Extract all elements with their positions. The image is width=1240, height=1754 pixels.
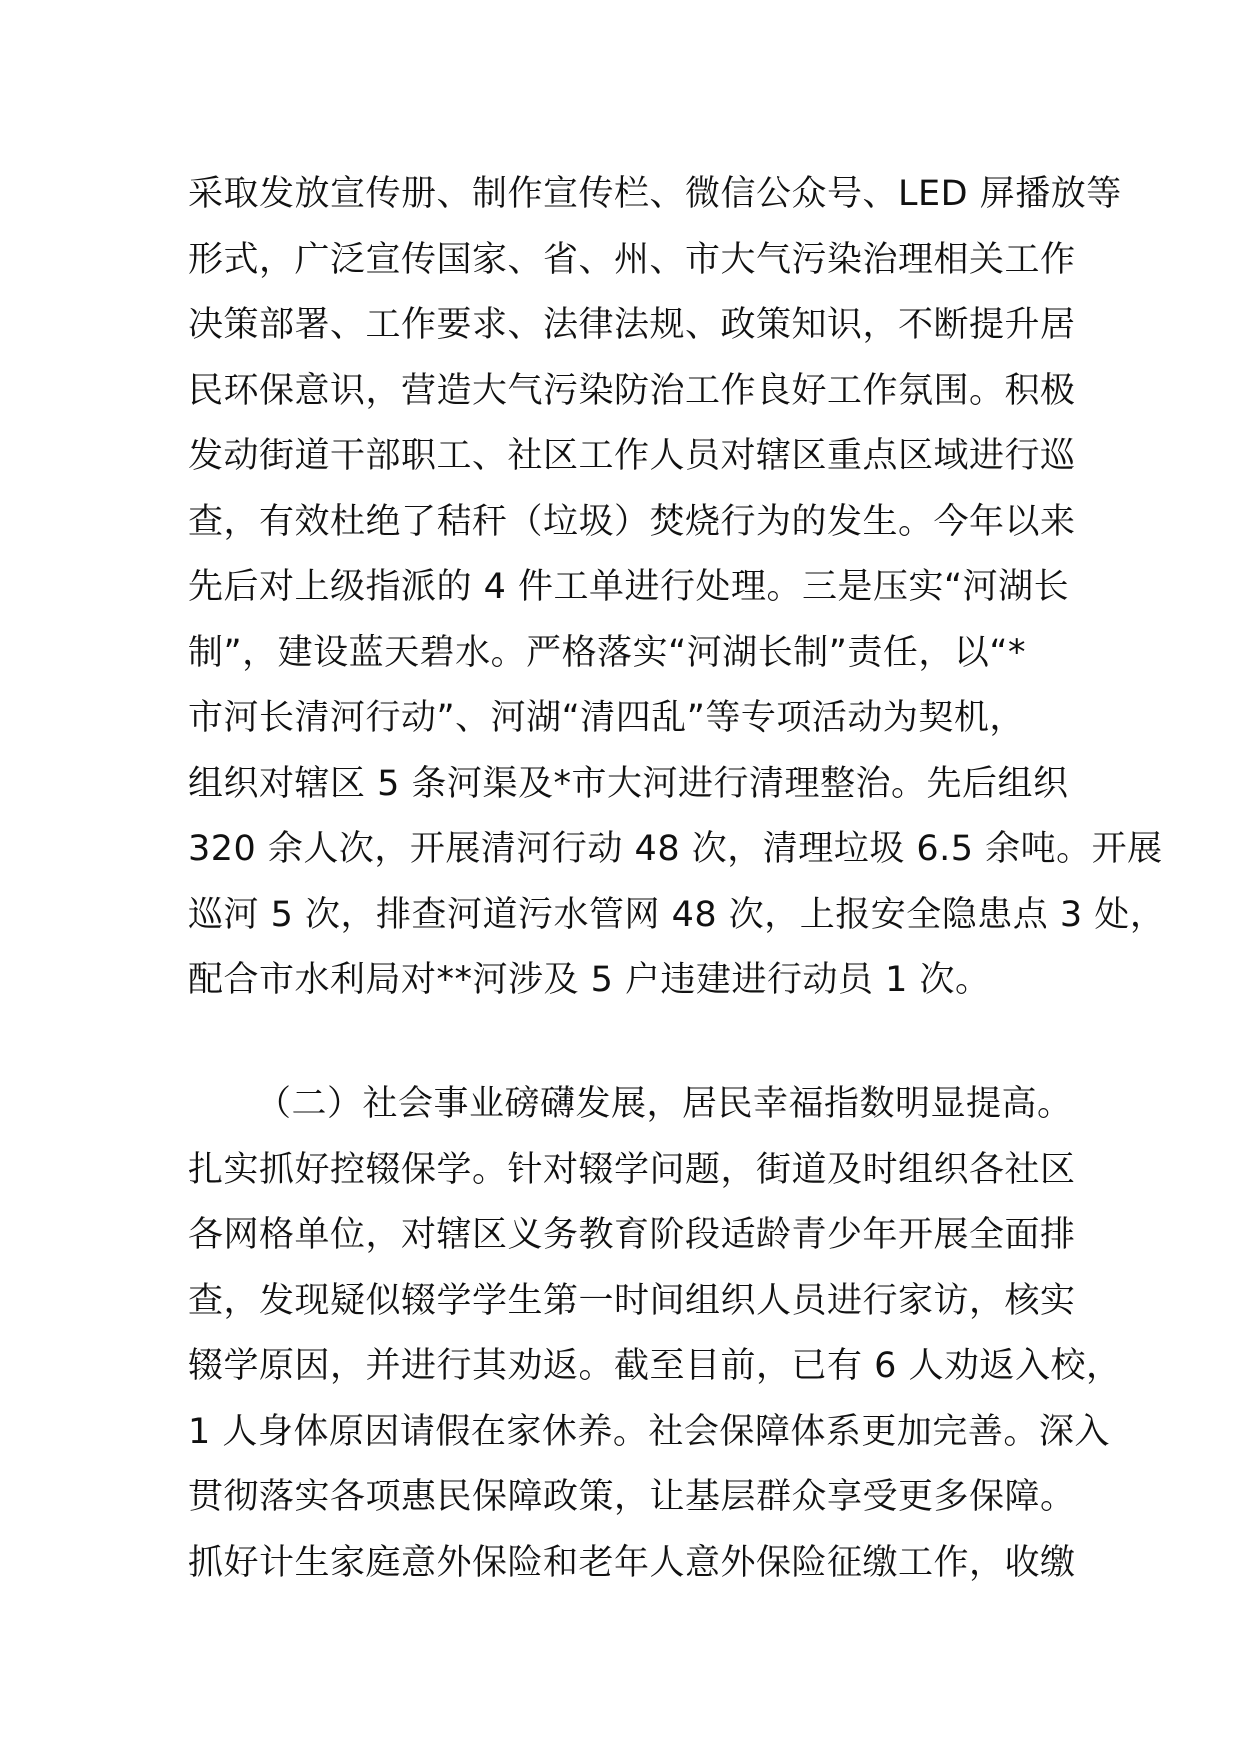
text-line: 配合市水利局对**河涉及 5 户违建进行动员 1 次。	[188, 960, 991, 1000]
text-line: 制”，建设蓝天碧水。严格落实“河湖长制”责任，以“*	[188, 632, 1027, 673]
text-line: 市河长清河行动”、河湖“清四乱”等专项活动为契机，	[188, 698, 1025, 738]
paragraph-1	[188, 162, 1166, 1014]
text-line: 决策部署、工作要求、法律法规、政策知识，不断提升居	[188, 305, 1076, 345]
text-line: 抓好计生家庭意外保险和老年人意外保险征缴工作，收缴	[188, 1542, 1076, 1583]
text-line: 贯彻落实各项惠民保障政策，让基层群众享受更多保障。	[188, 1477, 1076, 1517]
text-line: 巡河 5 次，排查河道污水管网 48 次，上报安全隐患点 3 处，	[188, 894, 1166, 935]
text-line: 320 余人次，开展清河行动 48 次，清理垃圾 6.5 余吨。开展	[188, 829, 1163, 869]
text-line: 1 人身体原因请假在家休养。社会保障体系更加完善。深入	[188, 1411, 1110, 1452]
paragraph-2	[188, 1072, 1122, 1596]
text-line: 采取发放宣传册、制作宣传栏、微信公众号、LED 屏播放等	[188, 174, 1122, 214]
text-line: 扎实抓好控辍保学。针对辍学问题，街道及时组织各社区	[188, 1149, 1076, 1190]
text-line: 发动街道干部职工、社区工作人员对辖区重点区域进行巡	[188, 436, 1076, 476]
text-line: 查，有效杜绝了秸秆（垃圾）焚烧行为的发生。今年以来	[188, 501, 1076, 542]
text-line: 查，发现疑似辍学学生第一时间组织人员进行家访，核实	[188, 1280, 1076, 1321]
text-line: 形式，广泛宣传国家、省、州、市大气污染治理相关工作	[188, 239, 1076, 280]
text-line: 民环保意识，营造大气污染防治工作良好工作氛围。积极	[188, 370, 1076, 411]
text-line: 各网格单位，对辖区义务教育阶段适龄青少年开展全面排	[188, 1215, 1076, 1255]
section-heading-line: （二）社会事业磅礴发展，居民幸福指数明显提高。	[256, 1084, 1073, 1124]
text-line: 组织对辖区 5 条河渠及*市大河进行清理整治。先后组织	[188, 763, 1069, 804]
text-line: 先后对上级指派的 4 件工单进行处理。三是压实“河湖长	[188, 567, 1070, 607]
text-line: 辍学原因，并进行其劝返。截至目前，已有 6 人劝返入校，	[188, 1346, 1122, 1386]
